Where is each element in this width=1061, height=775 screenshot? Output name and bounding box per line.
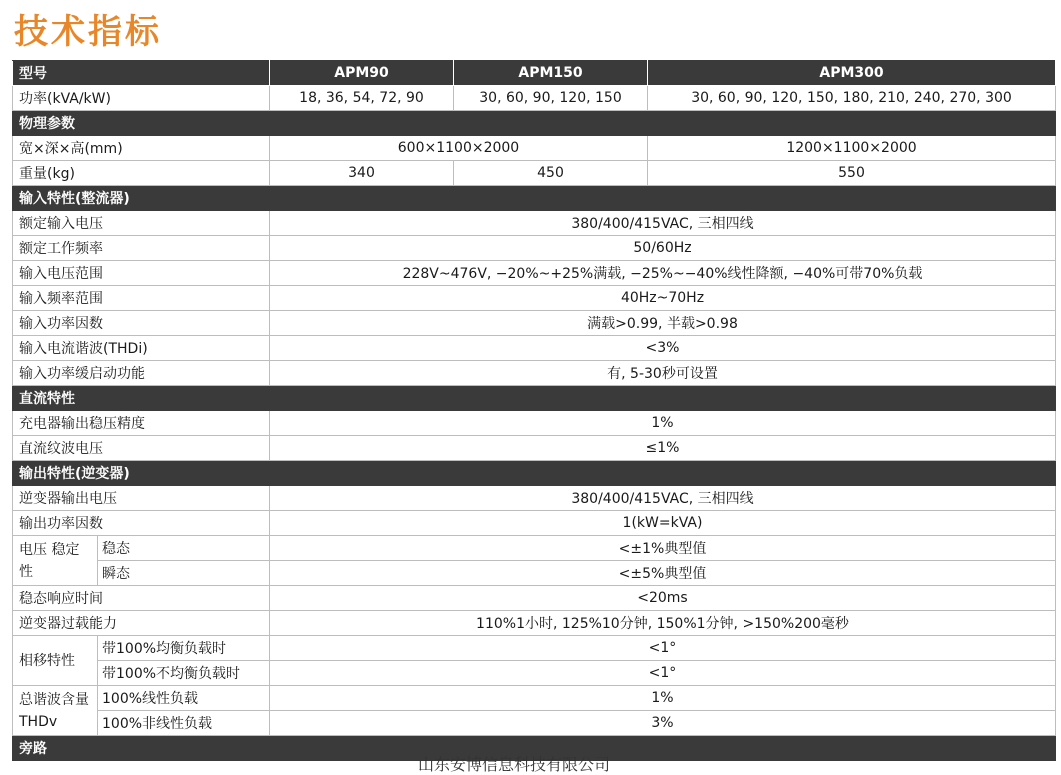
table-row	[13, 586, 1056, 611]
table-row	[13, 436, 1056, 461]
cell-value: 228V~476V, −20%~+25%满载, −25%~−40%线性降额, −40%可带70%负载	[270, 261, 1056, 286]
cell-value: 450	[454, 161, 648, 186]
section-header	[13, 386, 1056, 411]
table-row	[13, 286, 1056, 311]
table-row	[13, 311, 1056, 336]
row-label: 逆变器过载能力	[13, 611, 270, 636]
cell-value: 1%	[270, 411, 1056, 436]
row-label: 充电器输出稳压精度	[13, 411, 270, 436]
cell-value: <20ms	[270, 586, 1056, 611]
table-row	[13, 336, 1056, 361]
cell-value: <1°	[270, 661, 1056, 686]
table-row	[13, 136, 1056, 161]
cell-value: 1(kW=kVA)	[270, 511, 1056, 536]
section-title: 物理参数	[13, 111, 1056, 136]
table-row	[13, 236, 1056, 261]
table-row	[13, 661, 1056, 686]
row-label: 输入频率范围	[13, 286, 270, 311]
section-header	[13, 186, 1056, 211]
cell-value: 40Hz~70Hz	[270, 286, 1056, 311]
row-label: 稳态	[98, 536, 270, 561]
cell-value: 满载>0.99, 半载>0.98	[270, 311, 1056, 336]
cell-value: <±5%典型值	[270, 561, 1056, 586]
table-row	[13, 86, 1056, 111]
section-header	[13, 111, 1056, 136]
cell-value: 3%	[270, 711, 1056, 736]
page-title: 技术指标	[14, 12, 162, 52]
table-row	[13, 411, 1056, 436]
row-label: 100%线性负载	[98, 686, 270, 711]
table-header-row	[13, 61, 1056, 86]
table-row	[13, 711, 1056, 736]
row-label: 稳态响应时间	[13, 586, 270, 611]
row-label: 逆变器输出电压	[13, 486, 270, 511]
section-title: 直流特性	[13, 386, 1056, 411]
table-row	[13, 361, 1056, 386]
cell-value: 50/60Hz	[270, 236, 1056, 261]
cell-value: 380/400/415VAC, 三相四线	[270, 486, 1056, 511]
cell-value: <1°	[270, 636, 1056, 661]
watermark-text: 山东安博信息科技有限公司	[418, 755, 611, 774]
table-row	[13, 611, 1056, 636]
group-label: 相移特性	[13, 636, 98, 686]
cell-value: <3%	[270, 336, 1056, 361]
cell-value: 600×1100×2000	[270, 136, 648, 161]
row-label: 额定输入电压	[13, 211, 270, 236]
table-row	[13, 161, 1056, 186]
section-title: 旁路	[13, 736, 1056, 761]
section-title: 输入特性(整流器)	[13, 186, 1056, 211]
row-label: 输入功率缓启动功能	[13, 361, 270, 386]
cell-value: 550	[648, 161, 1056, 186]
row-label: 输入电压范围	[13, 261, 270, 286]
table-row	[13, 486, 1056, 511]
cell-value: 110%1小时, 125%10分钟, 150%1分钟, >150%200毫秒	[270, 611, 1056, 636]
row-label: 功率(kVA/kW)	[13, 86, 270, 111]
row-label: 输入电流谐波(THDi)	[13, 336, 270, 361]
row-label: 直流纹波电压	[13, 436, 270, 461]
cell-value: 30, 60, 90, 120, 150, 180, 210, 240, 270, 300	[648, 86, 1056, 111]
row-label: 100%非线性负载	[98, 711, 270, 736]
row-label: 重量(kg)	[13, 161, 270, 186]
cell-value: ≤1%	[270, 436, 1056, 461]
cell-value: 380/400/415VAC, 三相四线	[270, 211, 1056, 236]
row-label: 输入功率因数	[13, 311, 270, 336]
cell-value: <±1%典型值	[270, 536, 1056, 561]
row-label: 额定工作频率	[13, 236, 270, 261]
table-row	[13, 561, 1056, 586]
table-row	[13, 686, 1056, 711]
table-row	[13, 536, 1056, 561]
row-label: 输出功率因数	[13, 511, 270, 536]
row-label: 带100%均衡负载时	[98, 636, 270, 661]
row-label: 宽×深×高(mm)	[13, 136, 270, 161]
section-header	[13, 461, 1056, 486]
cell-value: 30, 60, 90, 120, 150	[454, 86, 648, 111]
cell-value: 18, 36, 54, 72, 90	[270, 86, 454, 111]
section-title: 输出特性(逆变器)	[13, 461, 1056, 486]
group-label: 总谐波含量THDv	[13, 686, 98, 736]
table-row	[13, 261, 1056, 286]
table-row	[13, 211, 1056, 236]
header-apm90: APM90	[270, 61, 454, 86]
header-apm300: APM300	[648, 61, 1056, 86]
cell-value: 1200×1100×2000	[648, 136, 1056, 161]
table-row	[13, 636, 1056, 661]
table-row	[13, 511, 1056, 536]
group-label: 电压 稳定性	[13, 536, 98, 586]
header-model: 型号	[13, 61, 270, 86]
spec-table	[12, 60, 1056, 761]
cell-value: 有, 5-30秒可设置	[270, 361, 1056, 386]
row-label: 带100%不均衡负载时	[98, 661, 270, 686]
cell-value: 340	[270, 161, 454, 186]
cell-value: 1%	[270, 686, 1056, 711]
header-apm150: APM150	[454, 61, 648, 86]
row-label: 瞬态	[98, 561, 270, 586]
